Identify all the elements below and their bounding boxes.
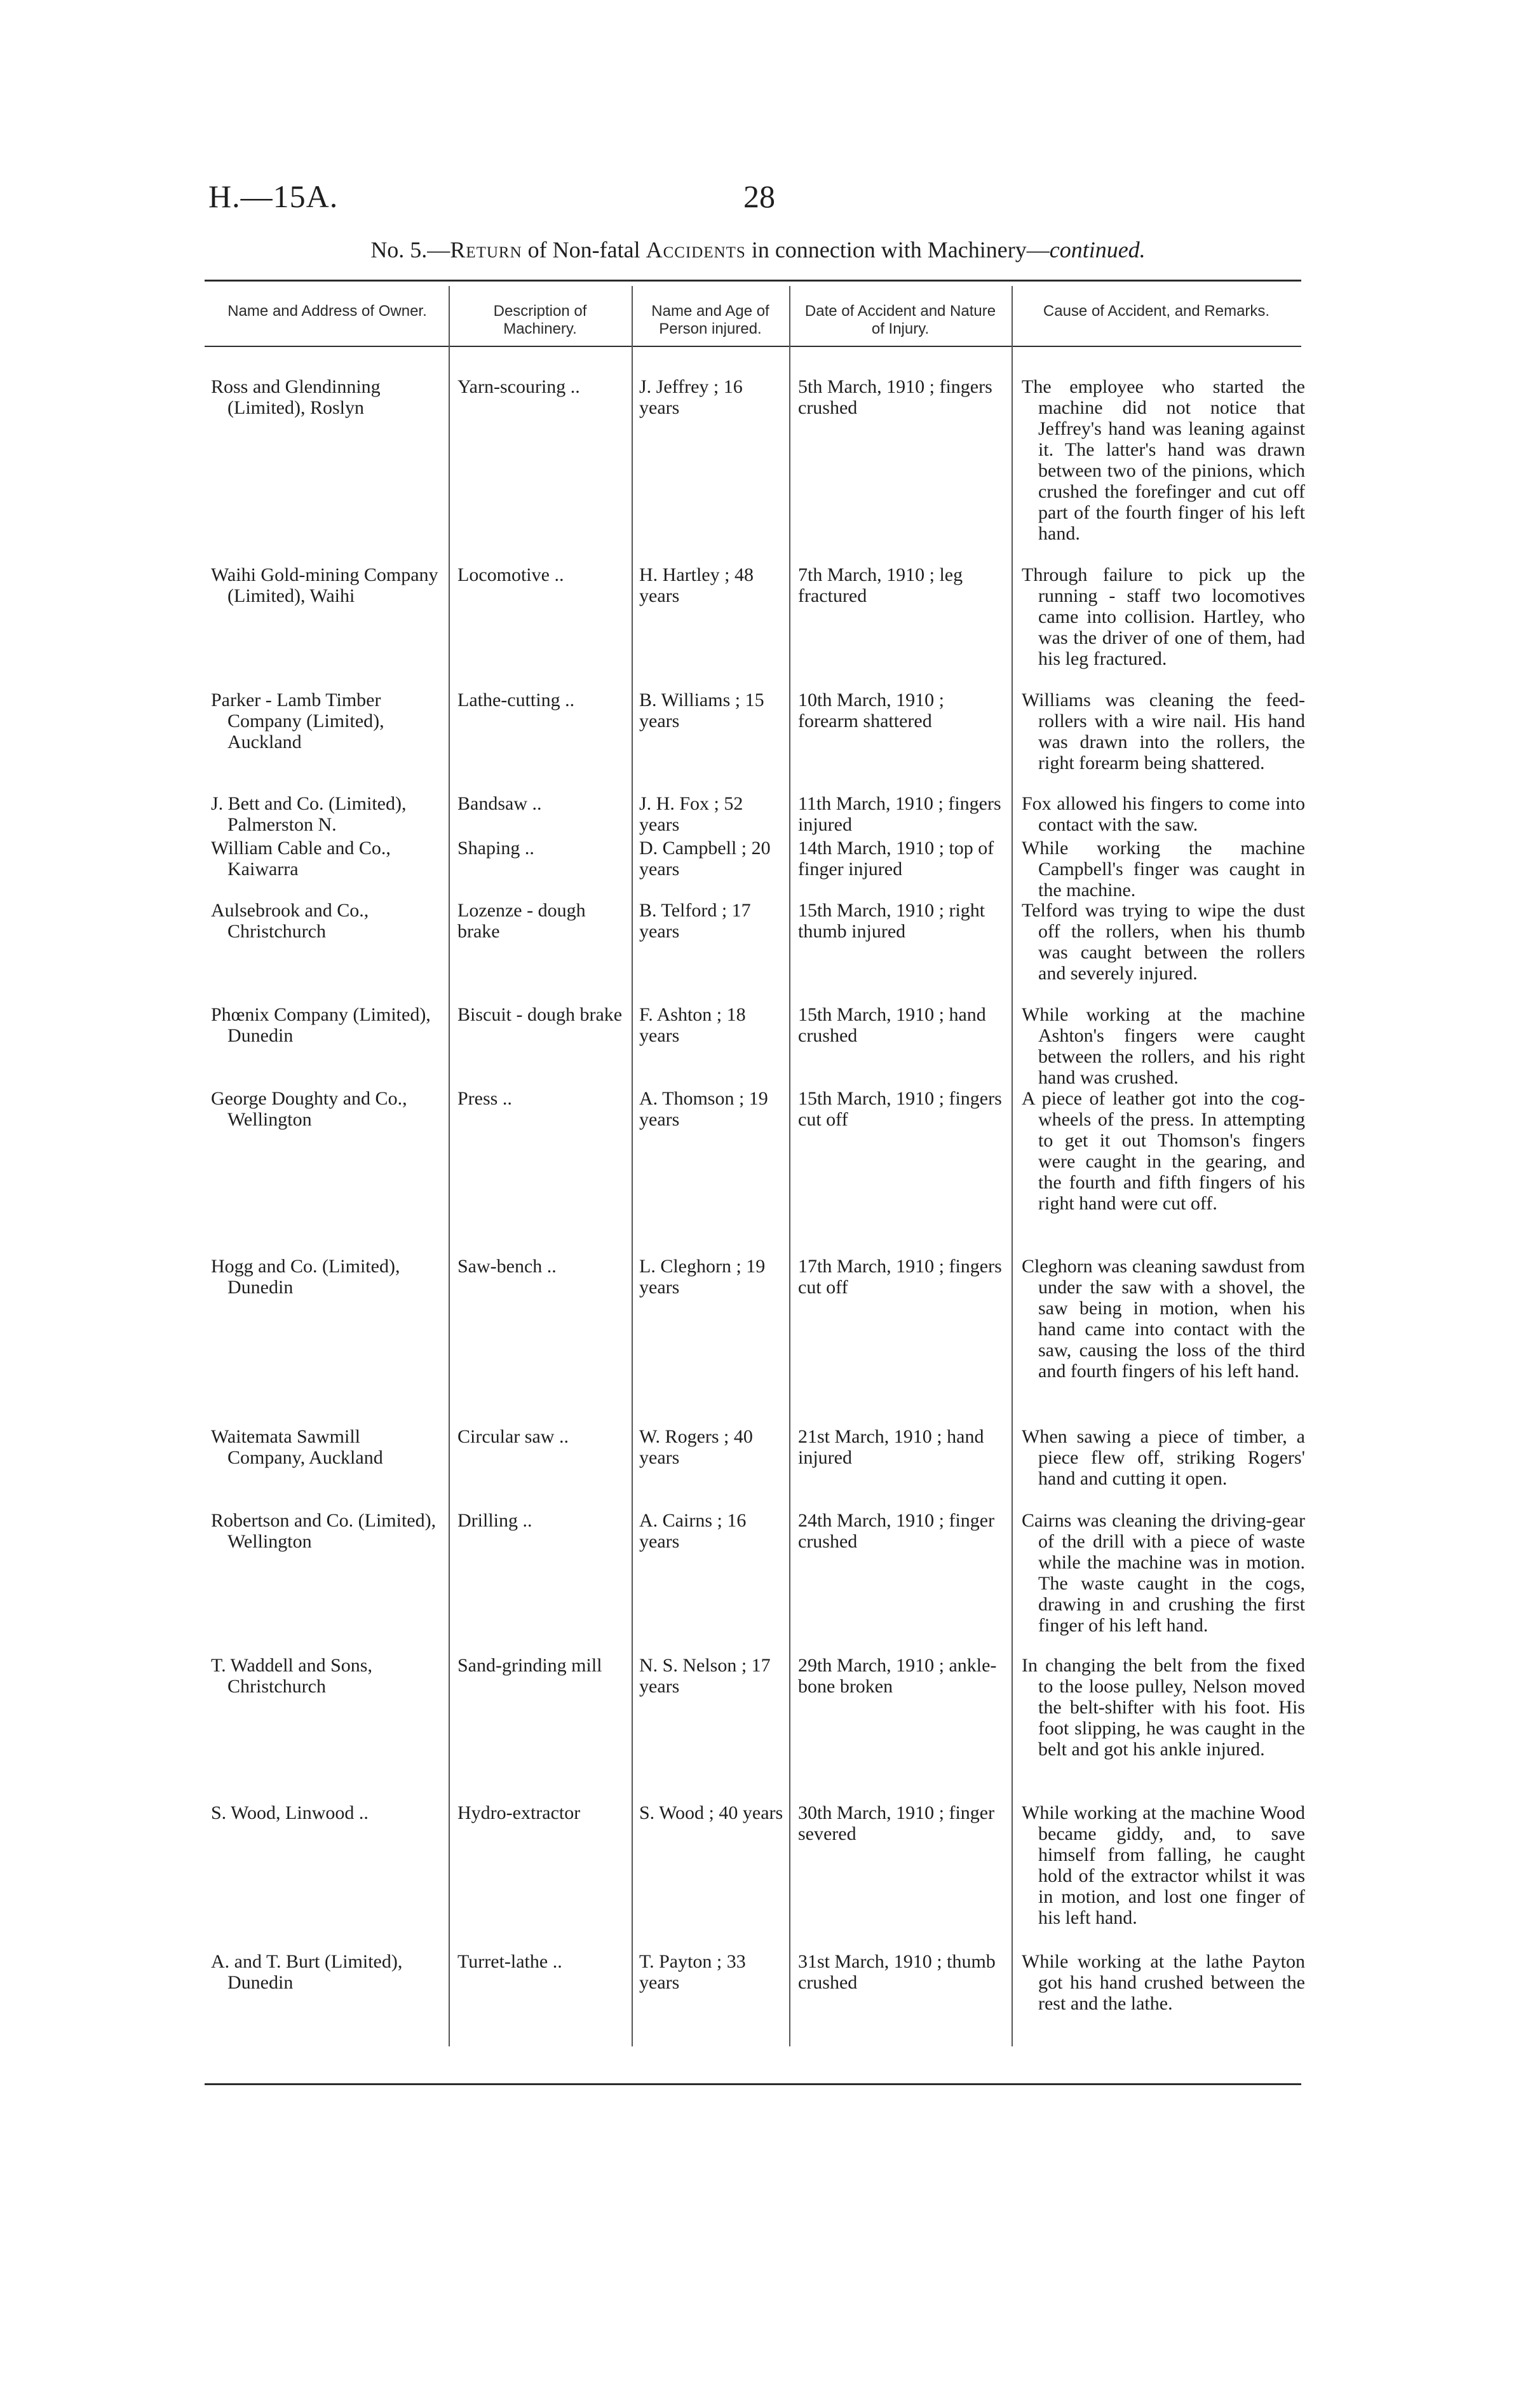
cell-machinery: Bandsaw .. (457, 793, 542, 814)
cell-machinery: Saw-bench .. (457, 1256, 557, 1277)
cell-machinery: Drilling .. (457, 1510, 532, 1531)
table-bottom-rule (205, 2083, 1301, 2085)
cell-person: B. Williams ; 15 years (639, 690, 764, 731)
cell-date: 17th March, 1910 ; fingers cut off (798, 1256, 1002, 1298)
column-header-date: Date of Accident and Nature of Injury. (804, 303, 996, 337)
cell-cause: Fox allowed his fingers to come into contact with the saw. (1022, 793, 1305, 835)
cell-machinery: Hydro-extractor (457, 1802, 581, 1823)
cell-owner: Waihi Gold-mining Company (Limited), Waihi (211, 564, 438, 606)
cell-owner: T. Waddell and Sons, Christchurch (211, 1655, 372, 1697)
cell-person: F. Ashton ; 18 years (639, 1004, 746, 1046)
cell-date: 30th March, 1910 ; finger severed (798, 1802, 995, 1844)
cell-person: N. S. Nelson ; 17 years (639, 1655, 771, 1697)
column-divider (789, 286, 790, 2046)
cell-date: 10th March, 1910 ; forearm shattered (798, 690, 944, 731)
column-header-cause: Cause of Accident, and Remarks. (1043, 303, 1270, 320)
cell-person: L. Cleghorn ; 19 years (639, 1256, 766, 1298)
cell-owner: Ross and Glendinning (Limited), Roslyn (211, 376, 381, 418)
cell-cause: While working at the machine Wood became giddy, and, to save himself from falling, he caught hold of the extractor whilst it was in motion, and lost one finger of his left hand. (1022, 1802, 1305, 1928)
column-divider (1012, 286, 1013, 2046)
cell-date: 11th March, 1910 ; fingers injured (798, 793, 1001, 835)
cell-machinery: Locomotive .. (457, 564, 564, 585)
cell-cause: Cairns was cleaning the driving-gear of the drill with a piece of waste while the machine was in motion. The waste caught in the cogs, drawing in and crushing the first finger of his left hand. (1022, 1510, 1305, 1636)
cell-owner: Hogg and Co. (Limited), Dunedin (211, 1256, 400, 1298)
cell-machinery: Lozenze - dough brake (457, 900, 586, 942)
cell-person: T. Payton ; 33 years (639, 1951, 746, 1993)
cell-owner: William Cable and Co., Kaiwarra (211, 838, 391, 880)
cell-owner: Phœnix Company (Limited), Dunedin (211, 1004, 431, 1046)
page-title (0, 236, 1516, 263)
cell-date: 5th March, 1910 ; fingers crushed (798, 376, 992, 418)
cell-person: A. Cairns ; 16 years (639, 1510, 747, 1552)
title-prefix: No. 5.— (370, 237, 450, 262)
cell-machinery: Yarn-scouring .. (457, 376, 580, 397)
cell-owner: A. and T. Burt (Limited), Dunedin (211, 1951, 403, 1993)
cell-cause: Through failure to pick up the running - staff two locomotives came into collision. Hartley, who was the driver of one of them, had his leg fractured. (1022, 564, 1305, 669)
cell-date: 21st March, 1910 ; hand injured (798, 1426, 984, 1468)
title-mid2: in connection with Machinery— (745, 237, 1050, 262)
title-return: Return (450, 237, 522, 262)
cell-machinery: Sand-grinding mill (457, 1655, 602, 1676)
cell-machinery: Circular saw .. (457, 1426, 569, 1447)
column-header-machinery: Description of Machinery. (493, 303, 587, 337)
table-top-rule (205, 280, 1301, 282)
cell-machinery: Shaping .. (457, 838, 534, 859)
column-divider (632, 286, 633, 2046)
cell-cause: While working at the machine Ashton's fingers were caught between the rollers, and his right hand was crushed. (1022, 1004, 1305, 1088)
column-header-person: Name and Age of Person injured. (651, 303, 769, 337)
title-continued: continued. (1049, 237, 1146, 262)
cell-person: J. H. Fox ; 52 years (639, 793, 743, 835)
cell-person: D. Campbell ; 20 years (639, 838, 771, 880)
cell-date: 7th March, 1910 ; leg fractured (798, 564, 963, 606)
cell-cause: In changing the belt from the fixed to the loose pulley, Nelson moved the belt-shifter with his foot. His foot slipping, he was caught in the belt and got his ankle injured. (1022, 1655, 1305, 1760)
cell-owner: George Doughty and Co., Wellington (211, 1088, 407, 1130)
cell-cause: When sawing a piece of timber, a piece flew off, striking Rogers' hand and cutting it open. (1022, 1426, 1305, 1489)
cell-person: B. Telford ; 17 years (639, 900, 751, 942)
cell-cause: Telford was trying to wipe the dust off the rollers, when his thumb was caught between the rollers and severely injured. (1022, 900, 1305, 984)
cell-cause: While working the machine Campbell's finger was caught in the machine. (1022, 838, 1305, 901)
title-mid1: of Non-fatal (522, 237, 646, 262)
cell-owner: Waitemata Sawmill Company, Auckland (211, 1426, 383, 1468)
cell-owner: Aulsebrook and Co., Christchurch (211, 900, 369, 942)
table-header-rule (205, 346, 1301, 347)
cell-person: S. Wood ; 40 years (639, 1802, 783, 1823)
cell-cause: Cleghorn was cleaning sawdust from under the saw with a shovel, the saw being in motion, when his hand came into contact with the saw, causing the loss of the third and fourth fingers of his left hand. (1022, 1256, 1305, 1382)
cell-cause: While working at the lathe Payton got his hand crushed between the rest and the lathe. (1022, 1951, 1305, 2014)
cell-date: 15th March, 1910 ; right thumb injured (798, 900, 985, 942)
cell-owner: Robertson and Co. (Limited), Wellington (211, 1510, 437, 1552)
document-reference: H.—15A. (208, 179, 339, 214)
page-number: 28 (743, 179, 775, 214)
cell-person: W. Rogers ; 40 years (639, 1426, 753, 1468)
cell-cause: Williams was cleaning the feed-rollers with a wire nail. His hand was drawn into the rollers, the right forearm being shattered. (1022, 690, 1305, 773)
cell-date: 15th March, 1910 ; fingers cut off (798, 1088, 1002, 1130)
cell-owner: S. Wood, Linwood .. (211, 1802, 369, 1823)
cell-date: 14th March, 1910 ; top of finger injured (798, 838, 994, 880)
cell-date: 31st March, 1910 ; thumb crushed (798, 1951, 996, 1993)
cell-cause: The employee who started the machine did not notice that Jeffrey's hand was leaning against it. The latter's hand was drawn between two of the pinions, which crushed the forefinger and cut off part of the fourth finger of his left hand. (1022, 376, 1305, 544)
cell-date: 24th March, 1910 ; finger crushed (798, 1510, 995, 1552)
cell-machinery: Press .. (457, 1088, 512, 1109)
cell-person: J. Jeffrey ; 16 years (639, 376, 743, 418)
column-divider (449, 286, 450, 2046)
cell-machinery: Lathe-cutting .. (457, 690, 575, 711)
cell-owner: Parker - Lamb Timber Company (Limited), Auckland (211, 690, 384, 752)
cell-machinery: Turret-lathe .. (457, 1951, 562, 1972)
cell-person: A. Thomson ; 19 years (639, 1088, 768, 1130)
column-header-owner: Name and Address of Owner. (227, 303, 427, 320)
cell-cause: A piece of leather got into the cog-wheels of the press. In attempting to get it out Thomson's fingers were caught in the gearing, and the fourth and fifth fingers of his right hand were cut off. (1022, 1088, 1305, 1214)
cell-date: 15th March, 1910 ; hand crushed (798, 1004, 986, 1046)
cell-date: 29th March, 1910 ; ankle-bone broken (798, 1655, 997, 1697)
title-accidents: Accidents (646, 237, 746, 262)
cell-machinery: Biscuit - dough brake (457, 1004, 623, 1025)
cell-person: H. Hartley ; 48 years (639, 564, 754, 606)
cell-owner: J. Bett and Co. (Limited), Palmerston N. (211, 793, 407, 835)
